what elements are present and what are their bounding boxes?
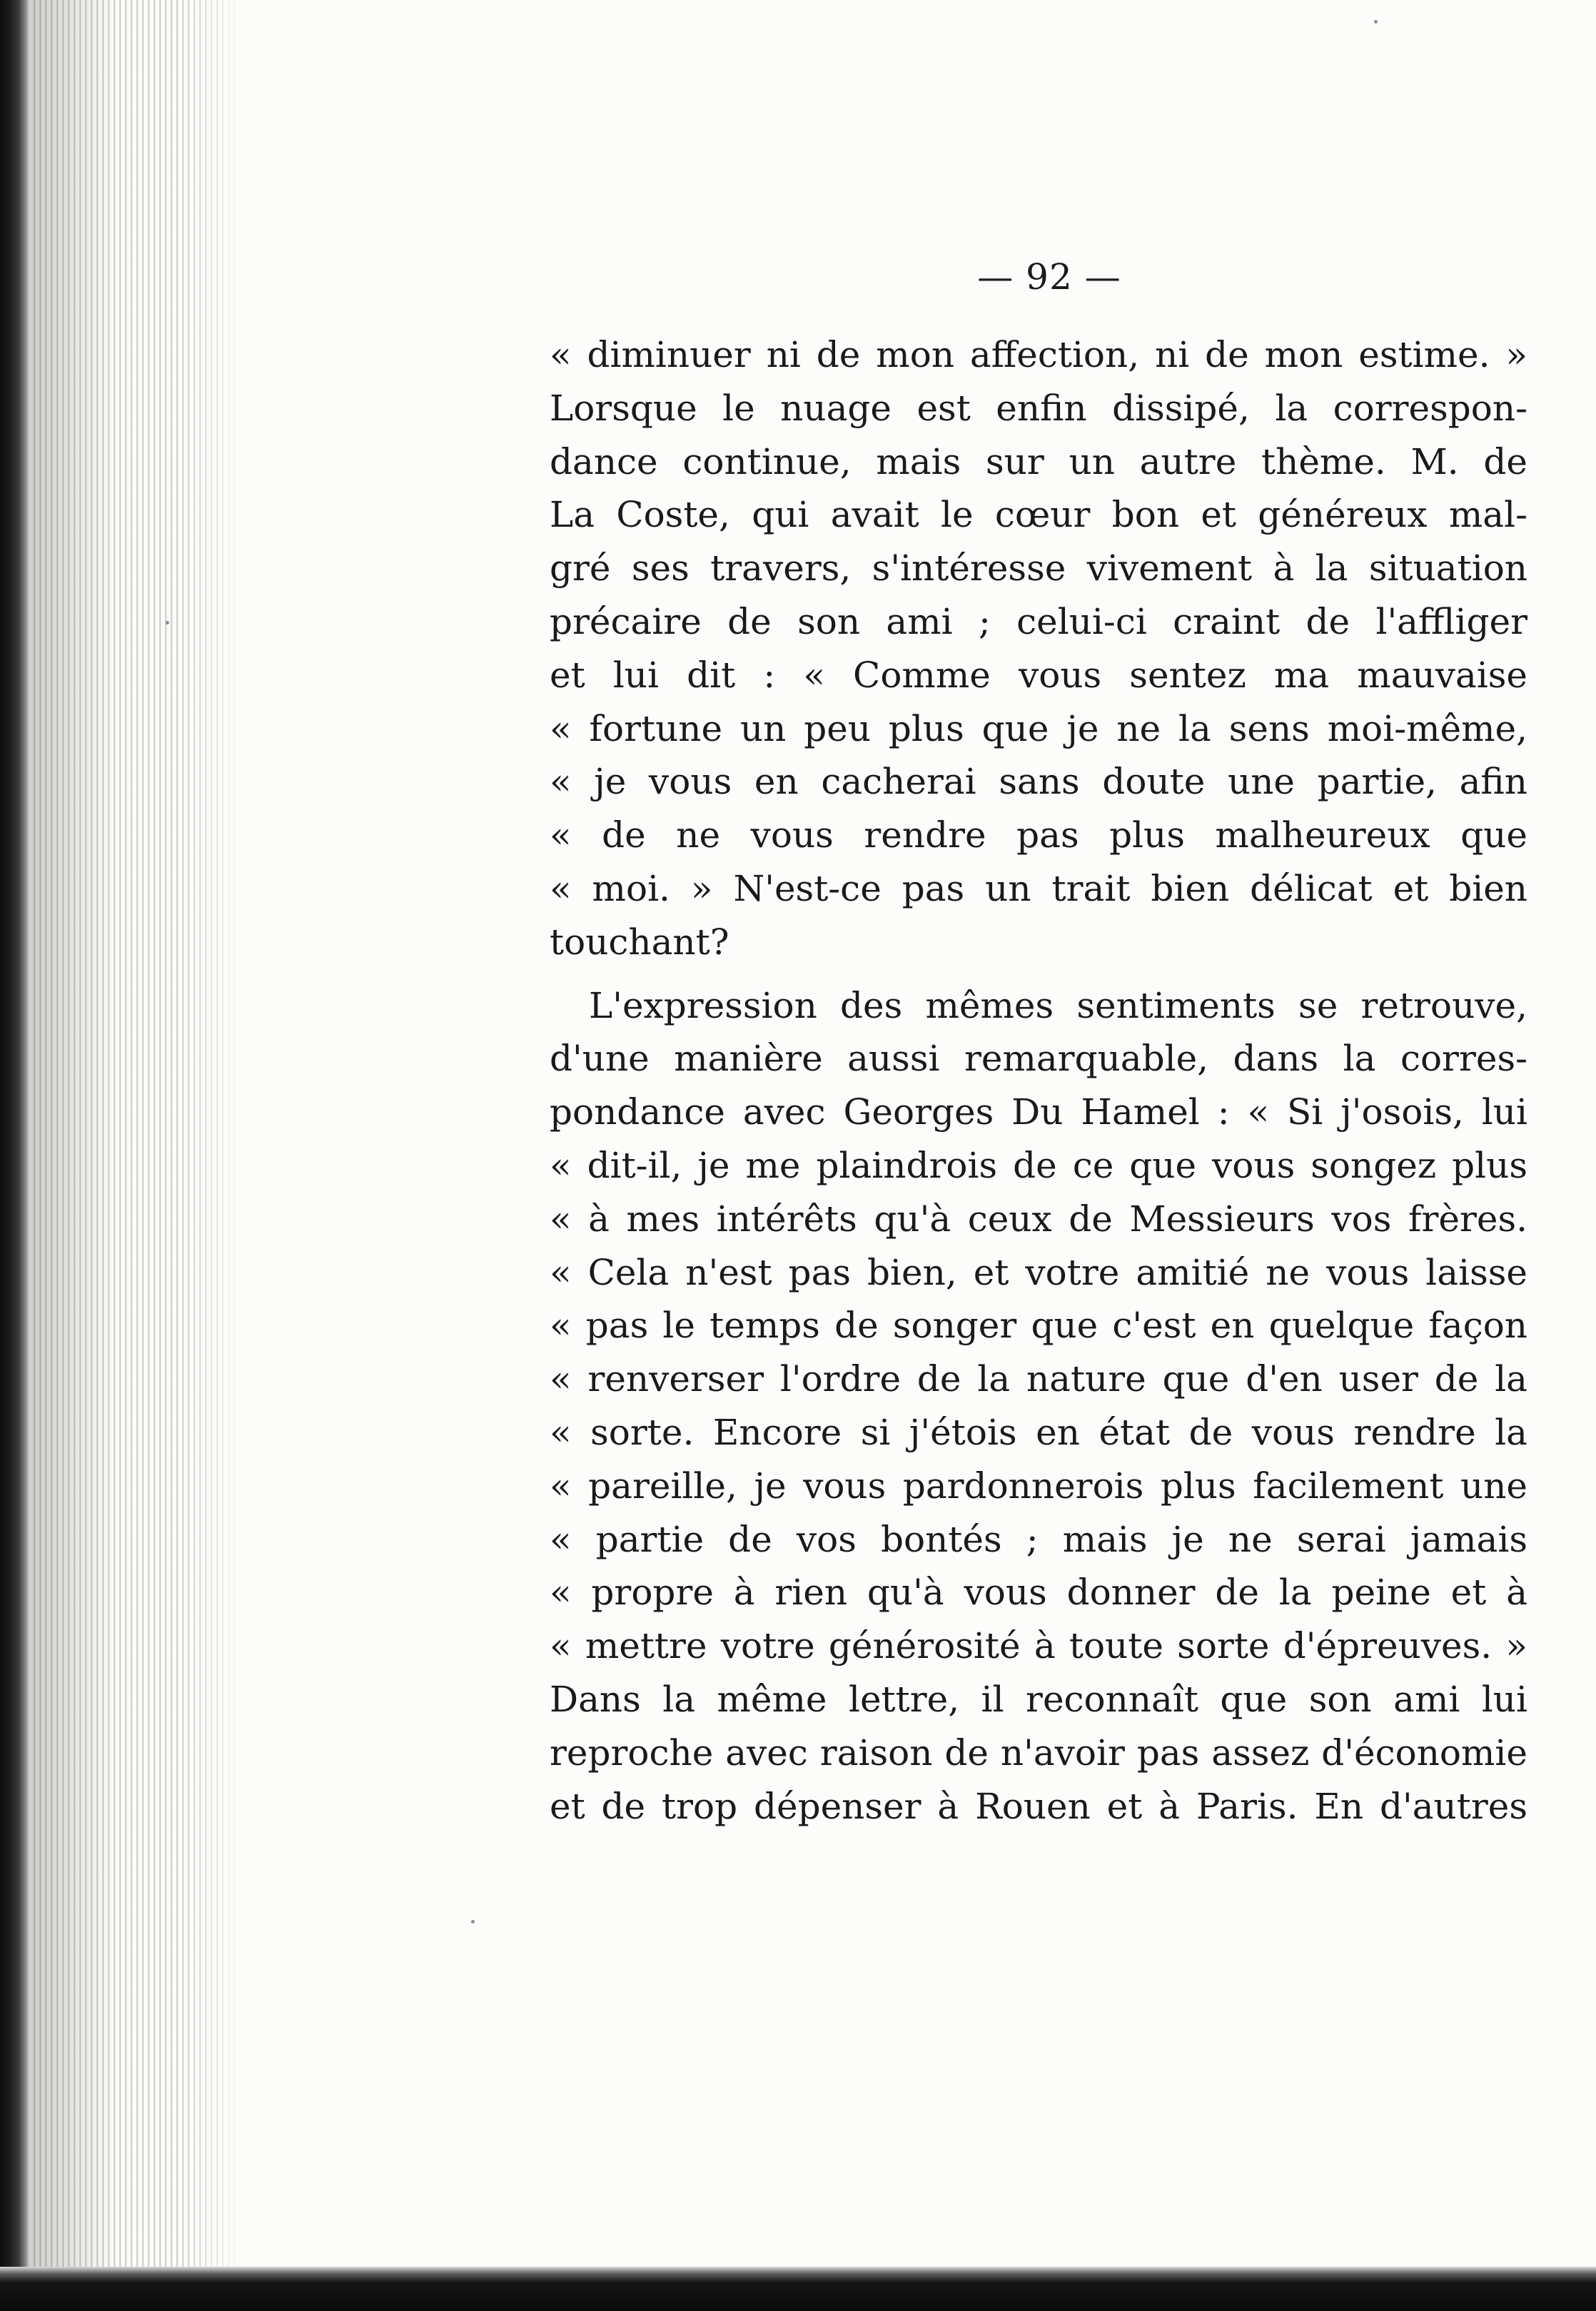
scan-border-bottom (0, 2267, 1596, 2311)
text-line: « diminuer ni de mon affection, ni de mon estime. » (550, 334, 1527, 375)
text-line: « de ne vous rendre pas plus malheureux que (550, 814, 1527, 856)
text-line: « fortune un peu plus que je ne la sens moi-même, (550, 707, 1527, 749)
text-line: reproche avec raison de n'avoir pas assez d'économie (550, 1731, 1527, 1774)
text-line: pondance avec Georges Du Hamel : « Si j'osois, lui (550, 1091, 1527, 1133)
text-line: et lui dit : « Comme vous sentez ma mauvaise (550, 654, 1527, 696)
scan-border-left (0, 0, 30, 2311)
text-line: « moi. » N'est-ce pas un trait bien délicat et bien (550, 867, 1527, 909)
text-line: « pareille, je vous pardonnerois plus facilement une (550, 1465, 1527, 1507)
paragraph (550, 979, 1527, 1834)
text-line: d'une manière aussi remarquable, dans la corres- (550, 1038, 1527, 1080)
gutter-shadow (30, 0, 116, 2311)
text-line: « je vous en cacherai sans doute une partie, afin (550, 761, 1527, 803)
body-text (550, 328, 1527, 1833)
text-line: Lorsque le nuage est enfin dissipé, la correspon- (550, 387, 1527, 429)
text-line: précaire de son ami ; celui-ci craint de l'affliger (550, 600, 1527, 642)
text-line: L'expression des mêmes sentiments se retrouve, (589, 984, 1527, 1026)
text-line: La Coste, qui avait le cœur bon et généreux mal- (550, 494, 1527, 536)
text-line: « mettre votre générosité à toute sorte d'épreuves. » (550, 1625, 1527, 1667)
text-line: « sorte. Encore si j'étois en état de vous rendre la (550, 1411, 1527, 1453)
page-number: — 92 — (977, 256, 1121, 298)
text-line: dance continue, mais sur un autre thème. M. de (550, 440, 1527, 482)
text-line: « renverser l'ordre de la nature que d'en user de la (550, 1358, 1527, 1400)
text-line: « pas le temps de songer que c'est en quelque façon (550, 1305, 1527, 1347)
text-line: et de trop dépenser à Rouen et à Paris. En d'autres (550, 1785, 1527, 1827)
text-line: « Cela n'est pas bien, et votre amitié ne vous laisse (550, 1251, 1527, 1293)
text-line: Dans la même lettre, il reconnaît que son ami lui (550, 1678, 1527, 1720)
text-line: touchant? (550, 921, 729, 963)
text-line: « partie de vos bontés ; mais je ne serai jamais (550, 1518, 1527, 1560)
text-line: gré ses travers, s'intéresse vivement à la situation (550, 547, 1527, 590)
scan-speck (471, 1920, 475, 1923)
scan-speck (166, 621, 169, 624)
text-line: « dit-il, je me plaindrois de ce que vous songez plus (550, 1144, 1527, 1186)
text-line: « propre à rien qu'à vous donner de la peine et à (550, 1572, 1527, 1614)
paragraph-gap (550, 969, 1527, 979)
paragraph (550, 328, 1527, 969)
scan-speck (1374, 20, 1378, 24)
text-line: « à mes intérêts qu'à ceux de Messieurs vos frères. (550, 1198, 1527, 1240)
